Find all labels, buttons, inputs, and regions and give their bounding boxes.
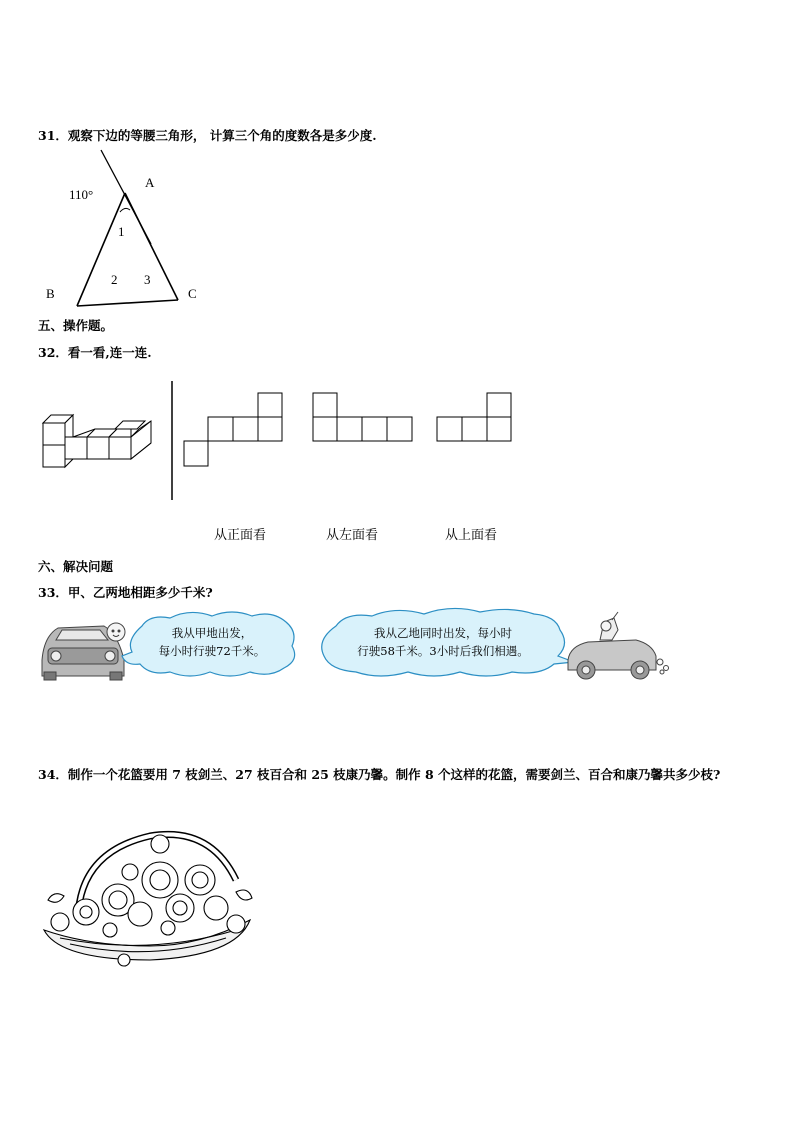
question-31-text: 31．观察下边的等腰三角形， 计算三个角的度数各是多少度. (38, 128, 377, 143)
angle-3-label: 3 (144, 272, 151, 287)
question-33-text: 33．甲、乙两地相距多少千米? (38, 585, 213, 600)
section-5-title: 五、操作题。 (38, 318, 114, 333)
angle-2-label: 2 (111, 272, 118, 287)
view-label-left: 从左面看 (326, 528, 379, 543)
vertex-b-label: B (46, 286, 55, 301)
exterior-angle-label: 110° (69, 187, 94, 202)
view-label-front: 从正面看 (214, 528, 267, 543)
section-6-title: 六、解决问题 (38, 559, 114, 574)
question-32-text: 32．看一看,连一连. (38, 345, 152, 360)
bubble-left-line-2: 每小时行驶72千米。 (158, 644, 266, 658)
view-label-top: 从上面看 (445, 528, 498, 543)
vertex-a-label: A (145, 175, 155, 190)
bubble-right-line-2: 行驶58千米。3小时后我们相遇。 (357, 644, 529, 658)
question-34-text: 34．制作一个花篮要用 7 枝剑兰、27 枝百合和 25 枝康乃馨。制作 8 个这样的花篮，需要剑兰、百合和康乃馨共多少枝? (38, 767, 721, 782)
bubble-right-line-1: 我从乙地同时出发，每小时 (374, 626, 512, 640)
bubble-left-line-1: 我从甲地出发， (171, 626, 253, 640)
angle-1-label: 1 (118, 224, 125, 239)
vertex-c-label: C (188, 286, 197, 301)
